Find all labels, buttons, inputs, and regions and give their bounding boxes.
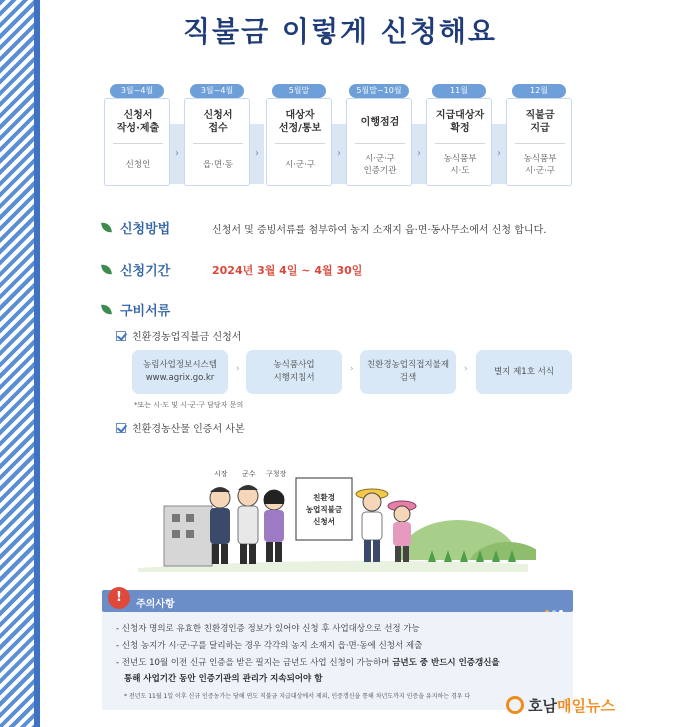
step-1 [104,84,170,188]
step-title: 신청서 접수 [203,110,233,134]
step-divider [275,143,325,144]
caution-header [102,590,573,612]
exclamation-icon: ! [108,587,130,609]
decorative-stripe [0,0,40,727]
caution-line [124,672,322,684]
doc-source-box: 별지 제1호 서식 [476,350,572,394]
step-card [104,98,170,186]
documents-label: 구비서류 [120,304,171,319]
caution-line-text: - 전년도 10월 이전 신규 인증을 받은 필지는 금년도 사업 신청이 가능하며 [116,658,393,668]
step-agency: 시·군·구 인증기관 [363,154,397,176]
window [186,530,194,538]
doc-source-box: 친환경농업직접지불제 검색 [360,350,456,394]
step-agency: 농식품부 시·군·구 [523,154,557,176]
step-card [266,98,332,186]
caution-title: 주의사항 [136,599,175,610]
process-steps [104,84,582,188]
sign-line: 농업직불금 [305,505,343,514]
document-item-2 [116,420,245,435]
method-heading [102,218,170,237]
period-label: 신청기간 [120,264,171,279]
watermark-part1: 호남 [528,696,557,715]
step-agency: 시·군·구 [284,160,316,170]
step-3 [266,84,332,188]
step-title: 지급대상자 확정 [435,110,485,134]
step-period: 5월말~10월 [349,84,409,98]
chevron-right-icon: › [412,124,426,184]
step-agency: 읍·면·동 [202,160,234,170]
step-period: 3월~4월 [190,84,244,98]
step-2 [184,84,250,188]
farmers-illustration [128,460,536,580]
farmer-figure [356,489,388,562]
step-period: 12월 [512,84,566,98]
caution-panel [102,590,573,710]
caution-body [102,612,573,710]
step-divider [193,143,243,144]
official-label: 구청장 [266,470,287,478]
step-divider [515,143,565,144]
step-period: 3월~4월 [110,84,164,98]
doc-source-box: 농식품사업 시행지침서 [246,350,342,394]
caution-footnote: * 전년도 11월 1일 이후 신규 인증농가는 당해 연도 직불금 지급대상에서 제외, 인증갱신을 통해 차년도까지 인증을 유지하는 경우 다 [124,693,471,700]
step-title: 대상자 선정/통보 [278,110,322,134]
chevron-right-icon: › [350,364,354,374]
step-divider [355,143,405,144]
checkbox-checked-icon [116,331,126,341]
official-figure [238,485,258,564]
page-title: 직불금 이렇게 신청해요 [183,15,497,48]
document-item-label: 친환경농산물 인증서 사본 [132,424,245,435]
leaf-icon [101,221,112,233]
publisher-logo-icon [506,696,524,714]
window [172,530,180,538]
step-period: 5월말 [272,84,326,98]
sign-line: 신청서 [313,517,335,526]
method-label: 신청방법 [120,222,171,237]
checkbox-checked-icon [116,423,126,433]
documents-heading [102,300,170,319]
caution-line-emphasis: 통해 사업기간 동안 인증기관의 관리가 지속되어야 함 [124,674,323,684]
sign-line: 친환경 [313,493,335,502]
step-agency: 농식품부 시·도 [443,154,477,176]
doc-source-box: 농림사업정보시스템 www.agrix.go.kr [132,350,228,394]
window [186,514,194,522]
official-figure [210,487,230,564]
caution-line-emphasis: 금년도 중 반드시 인증갱신을 [392,658,500,668]
chevron-right-icon: › [492,124,506,184]
caution-line: - 신청 농지가 시·군·구를 달리하는 경우 각각의 농지 소재지 읍·면·동에 신청서 제출 [116,641,423,651]
chevron-right-icon: › [332,124,346,184]
step-4 [346,84,412,188]
step-period: 11월 [432,84,486,98]
official-label: 시장 [214,470,228,478]
step-agency: 신청인 [125,160,151,170]
step-title: 이행점검 [360,116,400,128]
document-note: *또는 시·도 및 시·군·구 담당자 문의 [134,401,244,409]
step-card [506,98,572,186]
document-item-1 [116,328,241,343]
step-card [184,98,250,186]
chevron-right-icon: › [236,364,240,374]
step-card [426,98,492,186]
step-divider [435,143,485,144]
window [172,514,180,522]
publisher-watermark [506,694,678,716]
step-6 [506,84,572,188]
period-heading [102,260,170,279]
step-title: 직불금 지급 [525,110,555,134]
official-label: 군수 [242,470,256,478]
method-text: 신청서 및 증빙서류를 첨부하여 농지 소재지 읍·면·동사무소에서 신청 합니다. [212,225,547,236]
step-divider [113,143,163,144]
watermark-part2: 매일뉴스 [556,696,615,715]
chevron-right-icon: › [250,124,264,184]
official-figure [264,490,284,562]
chevron-right-icon: › [170,124,184,184]
caution-line: - 신청자 명의로 유효한 친환경인증 정보가 있어야 신청 후 사업대상으로 선정 가능 [116,624,420,634]
leaf-icon [101,303,112,315]
step-card [346,98,412,186]
chevron-right-icon: › [464,364,468,374]
leaf-icon [101,263,112,275]
caution-line [116,656,500,668]
period-text: 2024년 3월 4일 ~ 4월 30일 [212,264,363,277]
document-item-label: 친환경농업직불금 신청서 [132,332,242,343]
step-5 [426,84,492,188]
step-title: 신청서 작성·제출 [116,110,160,134]
